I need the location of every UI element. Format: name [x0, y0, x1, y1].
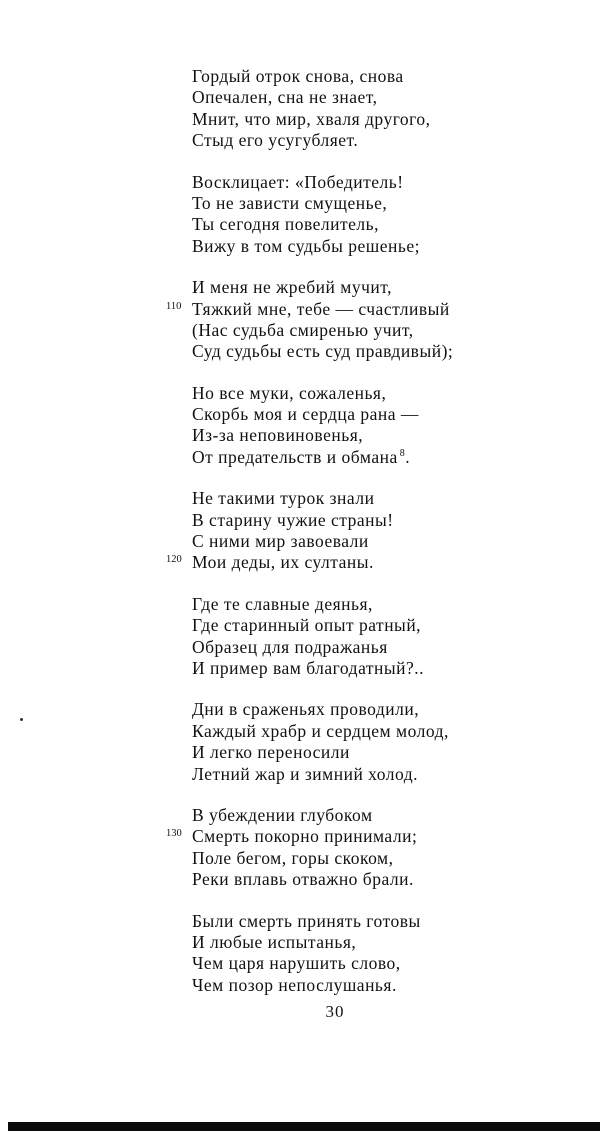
verse-line	[192, 277, 572, 298]
verse-text: И любые испытанья,	[192, 931, 357, 952]
verse-line	[192, 510, 572, 531]
verse-text: Где старинный опыт ратный,	[192, 615, 422, 636]
verse-text: Мнит, что мир, хваля другого,	[192, 108, 431, 129]
page-number: 30	[325, 1002, 345, 1021]
verse-line	[192, 193, 572, 214]
verse-text: С ними мир завоевали	[192, 531, 369, 552]
stanza	[192, 383, 572, 469]
verse-line	[192, 721, 572, 742]
verse-line	[192, 869, 572, 890]
verse-text: И меня не жребий мучит,	[192, 277, 392, 298]
stanza	[166, 488, 572, 574]
verse-line	[192, 447, 572, 468]
verse-text: Скорбь моя и сердца рана —	[192, 404, 419, 425]
verse-text: Реки вплавь отважно брали.	[192, 869, 414, 890]
verse-text: Из-за неповиновенья,	[192, 425, 364, 446]
verse-line	[192, 109, 572, 130]
stanza	[192, 699, 572, 785]
verse-text: И пример вам благодатный?..	[192, 657, 425, 678]
verse-line	[192, 214, 572, 235]
verse-line	[192, 953, 572, 974]
stanza	[192, 594, 572, 680]
verse-text: От предательств и обмана	[192, 446, 398, 467]
verse-line	[192, 764, 572, 785]
verse-text: Опечален, сна не знает,	[192, 87, 378, 108]
poem-text	[166, 66, 572, 1016]
verse-line	[192, 975, 572, 996]
verse-text: Где те славные деянья,	[192, 593, 373, 614]
verse-text: Гордый отрок снова, снова	[192, 66, 404, 86]
verse-line	[192, 615, 572, 636]
verse-text: Дни в сраженьях проводили,	[192, 699, 420, 720]
verse-line	[192, 236, 572, 257]
verse-line	[192, 658, 572, 679]
line-number: 130	[166, 828, 182, 840]
stanza	[166, 277, 572, 363]
verse-text: В убеждении глубоком	[192, 804, 373, 825]
verse-line	[192, 404, 572, 425]
verse-line	[192, 341, 572, 362]
verse-line	[192, 805, 572, 826]
verse-line	[192, 172, 572, 193]
verse-text: Были смерть принять готовы	[192, 910, 421, 931]
verse-line	[166, 298, 572, 320]
scan-bottom-edge	[8, 1122, 600, 1131]
line-number: 110	[166, 300, 182, 312]
verse-text: (Нас судьба смиренью учит,	[192, 319, 414, 340]
verse-line	[192, 848, 572, 869]
verse-text: Восклицает: «Победитель!	[192, 171, 404, 192]
verse-line	[192, 699, 572, 720]
verse-line	[192, 932, 572, 953]
verse-text: Поле бегом, горы скоком,	[192, 847, 394, 868]
verse-line	[192, 87, 572, 108]
verse-text: Образец для подражанья	[192, 636, 388, 657]
print-speck	[20, 718, 23, 721]
verse-text: Ты сегодня повелитель,	[192, 214, 380, 235]
verse-line	[192, 320, 572, 341]
stanza	[166, 804, 572, 891]
verse-text: Чем позор непослушанья.	[192, 974, 397, 995]
verse-text: Но все муки, сожаленья,	[192, 382, 387, 403]
footnote-marker: 8	[399, 448, 406, 460]
verse-line	[192, 425, 572, 446]
verse-line	[166, 552, 572, 573]
verse-text: Вижу в том судьбы решенье;	[192, 235, 421, 256]
verse-text: Чем царя нарушить слово,	[192, 953, 401, 974]
verse-line	[192, 383, 572, 404]
verse-line	[192, 531, 572, 552]
line-number: 120	[166, 554, 182, 566]
stanza	[192, 172, 572, 258]
verse-text: Каждый храбр и сердцем молод,	[192, 720, 449, 741]
verse-text: Смерть покорно принимали;	[192, 826, 418, 847]
verse-line	[192, 66, 572, 87]
verse-line	[192, 594, 572, 615]
verse-line	[192, 488, 572, 509]
verse-text: Стыд его усугубляет.	[192, 130, 359, 151]
verse-text: Летний жар и зимний холод.	[192, 763, 419, 784]
verse-line	[166, 826, 572, 847]
verse-text: В старину чужие страны!	[192, 509, 394, 530]
verse-text: Не такими турок знали	[192, 488, 375, 509]
verse-line	[192, 742, 572, 763]
verse-text: То не зависти смущенье,	[192, 192, 388, 213]
stanza	[192, 911, 572, 997]
trailing-punctuation: .	[405, 446, 411, 467]
stanza	[192, 66, 572, 152]
verse-line	[192, 637, 572, 658]
verse-line	[192, 911, 572, 932]
verse-line	[192, 130, 572, 151]
verse-text: И легко переносили	[192, 742, 350, 763]
verse-text: Тяжкий мне, тебе — счастливый	[192, 298, 450, 319]
verse-text: Суд судьбы есть суд правдивый);	[192, 341, 454, 362]
verse-text: Мои деды, их султаны.	[192, 552, 374, 573]
